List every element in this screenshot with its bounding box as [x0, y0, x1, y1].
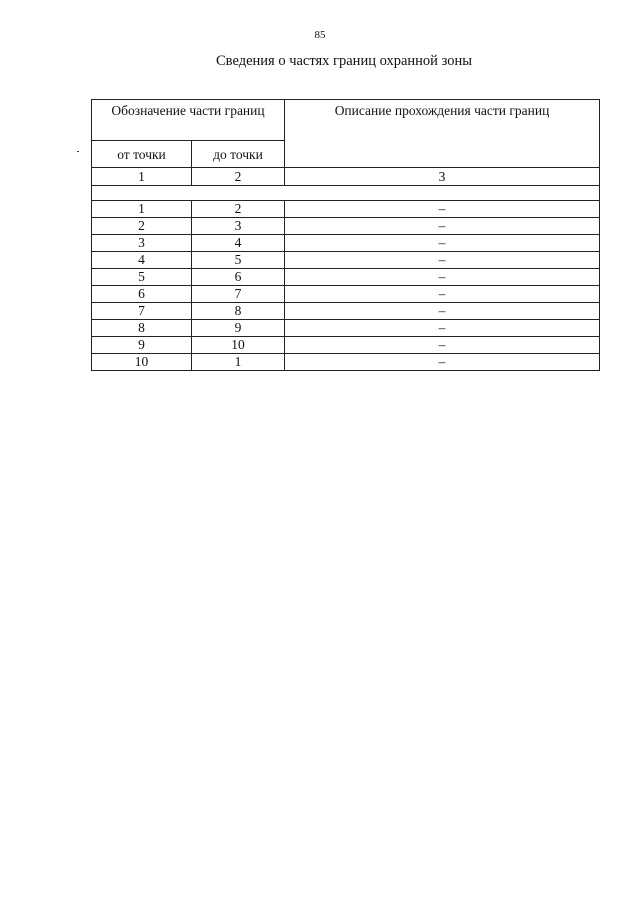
- point-to-cell: 9: [192, 320, 285, 337]
- blank-cell: [92, 186, 600, 201]
- description-cell: –: [285, 320, 600, 337]
- description-cell: –: [285, 235, 600, 252]
- document-title: Сведения о частях границ охранной зоны: [216, 53, 472, 69]
- point-to-cell: 5: [192, 252, 285, 269]
- point-from-cell: 8: [92, 320, 192, 337]
- point-to-cell: 6: [192, 269, 285, 286]
- description-cell: –: [285, 269, 600, 286]
- boundary-parts-table: [91, 99, 600, 371]
- point-to-cell: 2: [192, 201, 285, 218]
- table-row: [92, 269, 600, 286]
- point-from-cell: 2: [92, 218, 192, 235]
- point-from-cell: 6: [92, 286, 192, 303]
- description-cell: –: [285, 218, 600, 235]
- point-from-cell: 1: [92, 201, 192, 218]
- point-to-cell: 8: [192, 303, 285, 320]
- point-to-cell: 4: [192, 235, 285, 252]
- point-from-cell: 4: [92, 252, 192, 269]
- header-from-point: от точки: [92, 141, 192, 168]
- point-to-cell: 10: [192, 337, 285, 354]
- table-row: [92, 235, 600, 252]
- table-row: [92, 337, 600, 354]
- table-row: [92, 201, 600, 218]
- header-to-point: до точки: [192, 141, 285, 168]
- point-from-cell: 10: [92, 354, 192, 371]
- description-cell: –: [285, 286, 600, 303]
- point-to-cell: 7: [192, 286, 285, 303]
- column-number: 1: [92, 168, 192, 186]
- point-from-cell: 3: [92, 235, 192, 252]
- column-number-row: [92, 168, 600, 186]
- point-to-cell: 3: [192, 218, 285, 235]
- description-cell: –: [285, 201, 600, 218]
- scan-speck: [77, 151, 79, 152]
- table-row: [92, 286, 600, 303]
- page-number: 85: [314, 29, 326, 41]
- header-description: Описание прохождения части границ: [285, 100, 600, 168]
- header-boundary-part: Обозначение части границ: [92, 100, 285, 141]
- blank-row: [92, 186, 600, 201]
- point-from-cell: 9: [92, 337, 192, 354]
- column-number: 2: [192, 168, 285, 186]
- description-cell: –: [285, 354, 600, 371]
- table-row: [92, 320, 600, 337]
- description-cell: –: [285, 337, 600, 354]
- table-row: [92, 303, 600, 320]
- header-row: [92, 100, 600, 141]
- table-row: [92, 218, 600, 235]
- point-from-cell: 5: [92, 269, 192, 286]
- column-number: 3: [285, 168, 600, 186]
- description-cell: –: [285, 303, 600, 320]
- point-from-cell: 7: [92, 303, 192, 320]
- description-cell: –: [285, 252, 600, 269]
- point-to-cell: 1: [192, 354, 285, 371]
- table-row: [92, 354, 600, 371]
- table-row: [92, 252, 600, 269]
